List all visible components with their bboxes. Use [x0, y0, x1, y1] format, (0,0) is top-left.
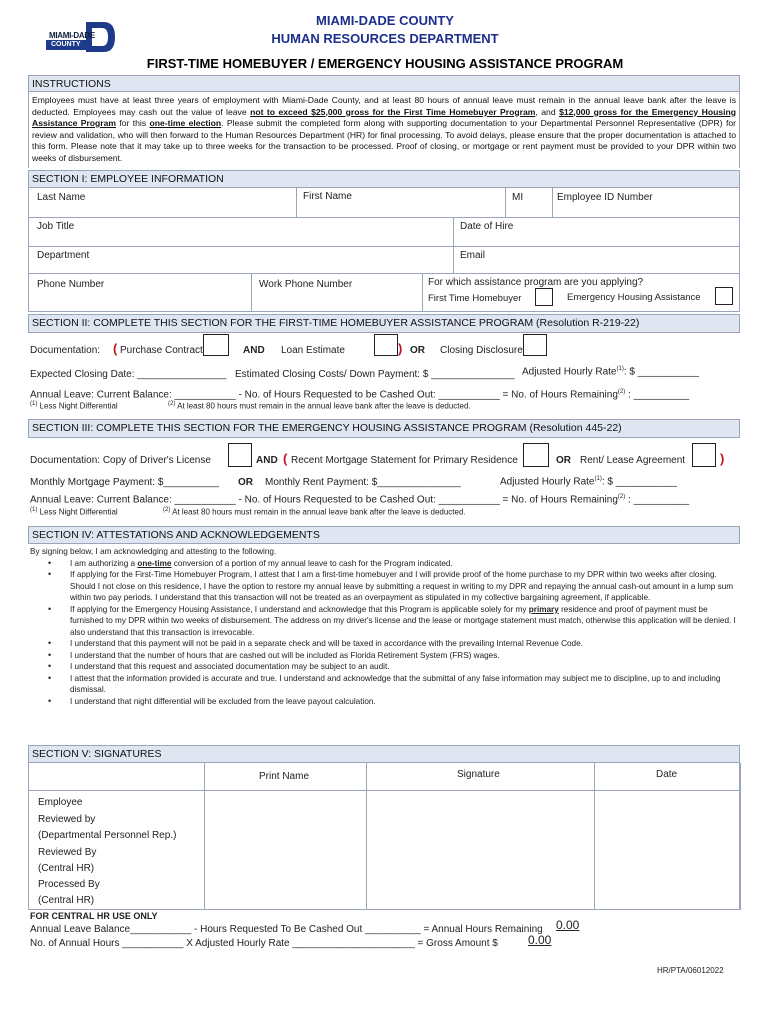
purchase-contract-label: Purchase Contract	[120, 345, 203, 356]
emergency-checkbox[interactable]	[715, 287, 733, 305]
s3-footnote-1	[30, 507, 118, 517]
instr-part-1: Employees must have at least three years of employment with Miami-Dade County, and at least 80 hours of annual leave must remain in the annual leave bank after the leave is deducted. Employees may cash out the value of leave	[32, 95, 736, 117]
s3-drivers-license-label: Documentation: Copy of Driver's License	[30, 455, 211, 466]
rent-lease-label: Rent/ Lease Agreement	[580, 455, 686, 466]
loan-estimate-checkbox[interactable]	[374, 334, 398, 356]
s3-adjusted-rate-blank: : $ ___________	[601, 476, 677, 488]
attest-item: • I attest that the information provided is accurate and true. I understand and acknowledge that the submittal of any false information may subject me to discipline, up to and including dismissal.	[70, 673, 742, 696]
attest-item: • I understand that this request and associated documentation may be subject to an audit.	[70, 661, 742, 673]
section4-header: SECTION IV: ATTESTATIONS AND ACKNOWLEDGEMENTS	[28, 526, 740, 544]
s3-adjusted-rate-field[interactable]	[500, 476, 677, 487]
s1-row-divider	[28, 217, 740, 218]
program-title: FIRST-TIME HOMEBUYER / EMERGENCY HOUSING ASSISTANCE PROGRAM	[146, 56, 624, 71]
s3-remaining-blank: : __________	[625, 494, 690, 506]
central-hr-title: FOR CENTRAL HR USE ONLY	[30, 911, 158, 921]
attest-b1-pre: I am authorizing a	[70, 558, 138, 568]
s2-or: OR	[410, 345, 425, 356]
central-hr-line2[interactable]: No. of Annual Hours ___________ X Adjusted Hourly Rate ______________________ = Gross Amount $	[30, 938, 498, 949]
department-field[interactable]: Department	[37, 250, 90, 261]
s3-note2-sup: (2)	[163, 507, 171, 513]
s3-or2: OR	[238, 477, 253, 488]
s2-documentation-label: Documentation:	[30, 345, 101, 356]
form-id: HR/PTA/06012022	[657, 966, 724, 975]
s3-remaining-sup: (2)	[617, 494, 626, 500]
email-field[interactable]: Email	[460, 250, 486, 261]
program-question: For which assistance program are you applying?	[428, 277, 644, 288]
s2-note2-text: At least 80 hours must remain in the annual leave bank after the leave is deducted.	[175, 401, 471, 411]
sig-row-processed-hr[interactable]: Processed By	[38, 879, 100, 890]
s3-note2-text: At least 80 hours must remain in the annual leave bank after the leave is deducted.	[170, 507, 466, 517]
s2-close-paren: )	[398, 341, 403, 356]
attest-item: • If applying for the First-Time Homebuyer Program, I attest that I am a first-time homebuyer and I will provide proof of the home purchase to my DPR within two weeks after closing. Should I not close on this residence, I have the option to restore my annual leave by submitting a request in writing to my DPR and repaying the annual cash-out amount in a lump sum within two pay periods. I understand that this transaction will not be treated as an overpayment as stipulated in my collective bargaining agreement, if applicable.	[70, 569, 742, 604]
s1-row-divider	[28, 273, 740, 274]
monthly-rent-field[interactable]: Monthly Rent Payment: $_______________	[265, 477, 461, 488]
s1-col-divider	[296, 188, 297, 217]
dept-title: HUMAN RESOURCES DEPARTMENT	[271, 31, 499, 46]
job-title-field[interactable]: Job Title	[37, 221, 75, 232]
s2-adjusted-rate-blank: : $ ___________	[623, 366, 699, 378]
s3-note1-sup: (1)	[30, 507, 38, 513]
homebuyer-checkbox[interactable]	[535, 288, 553, 306]
s2-annual-leave-row[interactable]	[30, 389, 689, 400]
logo-text-miami: MIAMI-DADE	[49, 31, 95, 40]
s2-adjusted-rate-field[interactable]	[522, 366, 699, 377]
opt-homebuyer-label: First Time Homebuyer	[428, 293, 522, 304]
attest-b3-pre: If applying for the Emergency Housing Assistance, I understand and acknowledge that this Program is applicable solely for my	[70, 604, 529, 614]
attest-b1-underline: one-time	[137, 558, 172, 568]
work-phone-field[interactable]: Work Phone Number	[259, 279, 353, 290]
section5-header: SECTION V: SIGNATURES	[28, 745, 740, 763]
s3-adjusted-rate-label: Adjusted Hourly Rate	[500, 476, 595, 488]
s3-and: AND	[256, 455, 278, 466]
s2-adjusted-rate-label: Adjusted Hourly Rate	[522, 366, 617, 378]
central-hr-line1[interactable]: Annual Leave Balance___________ - Hours Requested To Be Cashed Out __________ = Annual Hours Remaining	[30, 924, 543, 935]
section2-header: SECTION II: COMPLETE THIS SECTION FOR THE FIRST-TIME HOMEBUYER ASSISTANCE PROGRAM (Resolution R-219-22)	[28, 314, 740, 333]
s3-or: OR	[556, 455, 571, 466]
last-name-field[interactable]: Last Name	[37, 192, 86, 203]
attest-list	[70, 558, 742, 708]
sig-col-divider	[740, 763, 741, 910]
s2-remaining-blank: : __________	[625, 389, 690, 401]
estimated-closing-costs-field[interactable]: Estimated Closing Costs/ Down Payment: $ _______________	[235, 369, 515, 380]
col-date: Date	[656, 769, 678, 780]
sig-row-reviewed-hr-sub: (Central HR)	[38, 863, 95, 874]
attest-item	[70, 604, 742, 639]
attest-item: • I understand that this payment will not be paid in a separate check and will be taxed in accordance with the prevailing Internal Revenue Code.	[70, 638, 742, 650]
attest-item: • I understand that the number of hours that are cashed out will be included as Florida Retirement System (FRS) wages.	[70, 650, 742, 662]
instructions-header: INSTRUCTIONS	[28, 75, 740, 92]
drivers-license-checkbox[interactable]	[228, 443, 252, 467]
sig-row-reviewed-dpr[interactable]: Reviewed by	[38, 814, 96, 825]
s2-note1-sup: (1)	[30, 401, 38, 407]
sig-header-divider	[28, 790, 740, 791]
s1-col-divider	[251, 273, 252, 312]
s2-and: AND	[243, 345, 265, 356]
attest-b3-underline: primary	[528, 604, 559, 614]
s2-adjusted-rate-sup: (1)	[616, 366, 624, 372]
s1-row-divider	[28, 246, 740, 247]
col-print-name: Print Name	[259, 771, 310, 782]
s3-annual-leave-text: Annual Leave: Current Balance: ___________ - No. of Hours Requested to be Cashed Out: ___________ = No. of Hours Remaining	[30, 494, 618, 506]
instr-part-2: , and	[535, 106, 560, 117]
instructions-text	[28, 92, 740, 168]
s2-note2-sup: (2)	[168, 401, 176, 407]
s3-open-paren: (	[283, 451, 288, 466]
s1-col-divider	[422, 273, 423, 312]
section3-header: SECTION III: COMPLETE THIS SECTION FOR THE EMERGENCY HOUSING ASSISTANCE PROGRAM (Resolution 445-22)	[28, 419, 740, 438]
monthly-mortgage-field[interactable]: Monthly Mortgage Payment: $__________	[30, 477, 220, 488]
sig-row-reviewed-hr[interactable]: Reviewed By	[38, 847, 97, 858]
opt-emergency-label: Emergency Housing Assistance	[567, 292, 701, 303]
s3-note1-text: Less Night Differential	[37, 507, 118, 517]
employee-id-field[interactable]: Employee ID Number	[557, 192, 653, 203]
instr-part-4: . Please submit the completed form along with supporting documentation to your Departmental Personnel Representative (DPR) for review and validation, who will then forward to the Human Resources Department (HR) for final processing. To avoid delays, please ensure that the proper documentation is attached to this form. Please note that it may take up to three weeks for the transaction to be processed. Proof of closing, or mortgage or rent payment must be provided to your DPR within two weeks of disbursement.	[32, 118, 736, 163]
closing-disclosure-label: Closing Disclosure	[440, 345, 523, 356]
logo-text-county: COUNTY	[51, 41, 81, 48]
closing-disclosure-checkbox[interactable]	[523, 334, 547, 356]
sig-col-divider	[594, 763, 595, 910]
s2-footnote-1	[30, 401, 118, 411]
mortgage-statement-checkbox[interactable]	[523, 443, 549, 467]
s2-remaining-sup: (2)	[617, 389, 626, 395]
attestations-block	[30, 546, 742, 707]
s3-close-paren: )	[720, 451, 725, 466]
section1-header: SECTION I: EMPLOYEE INFORMATION	[28, 170, 740, 188]
annual-hours-remaining-value: 0.00	[556, 918, 580, 932]
s2-note1-text: Less Night Differential	[37, 401, 118, 411]
s1-col-divider	[505, 188, 506, 217]
attest-b1-post: conversion of a portion of my annual leave to cash for the Program indicated.	[171, 558, 453, 568]
org-title: MIAMI-DADE COUNTY	[316, 13, 454, 28]
attest-intro: By signing below, I am acknowledging and attesting to the following.	[30, 547, 277, 556]
s3-footnote-2	[163, 507, 466, 517]
mortgage-statement-label: Recent Mortgage Statement for Primary Residence	[291, 455, 518, 466]
instr-bold-2: $12,000 gross for the Emergency Housing Assistance Program	[32, 106, 736, 128]
mi-field[interactable]: MI	[512, 192, 524, 203]
s3-adjusted-rate-sup: (1)	[594, 476, 602, 482]
sig-row-employee[interactable]: Employee	[38, 797, 83, 808]
phone-number-field[interactable]: Phone Number	[37, 279, 105, 290]
first-name-field[interactable]: First Name	[303, 191, 352, 202]
gross-amount-value: 0.00	[528, 933, 552, 947]
instr-part-3: for this	[116, 118, 150, 128]
date-of-hire-field[interactable]: Date of Hire	[460, 221, 514, 232]
s2-footnote-2	[168, 401, 471, 411]
instr-bold-3: one-time election	[149, 118, 222, 128]
s2-annual-leave-text: Annual Leave: Current Balance: ___________ - No. of Hours Requested to be Cashed Out: ___________ = No. of Hours Remaining	[30, 389, 618, 401]
form-header	[0, 0, 770, 70]
sig-col-divider	[366, 763, 367, 910]
col-signature: Signature	[457, 769, 500, 780]
purchase-contract-checkbox[interactable]	[203, 334, 229, 356]
sig-row-reviewed-dpr-sub: (Departmental Personnel Rep.)	[38, 830, 177, 841]
rent-lease-checkbox[interactable]	[692, 443, 716, 467]
attest-item	[70, 558, 742, 570]
expected-closing-date-field[interactable]: Expected Closing Date: ________________	[30, 369, 227, 380]
s2-open-paren: (	[113, 341, 118, 356]
sig-row-processed-hr-sub: (Central HR)	[38, 895, 95, 906]
s1-col-divider	[453, 217, 454, 273]
s3-annual-leave-row[interactable]	[30, 494, 689, 505]
instr-bold-1: not to exceed $25,000 gross for the First Time Homebuyer Program	[250, 106, 536, 117]
attest-item: • I understand that night differential will be excluded from the leave payout calculation.	[70, 696, 742, 708]
attest-b3-post: residence and proof of payment must be furnished to my DPR within two weeks of disbursement. The address on my driver's license and the lease or mortgage statement must match, otherwise this application will be denied. I also understand that this transaction is irrevocable.	[70, 604, 736, 637]
loan-estimate-label: Loan Estimate	[281, 345, 345, 356]
s1-col-divider	[552, 188, 553, 217]
sig-col-divider	[204, 763, 205, 910]
